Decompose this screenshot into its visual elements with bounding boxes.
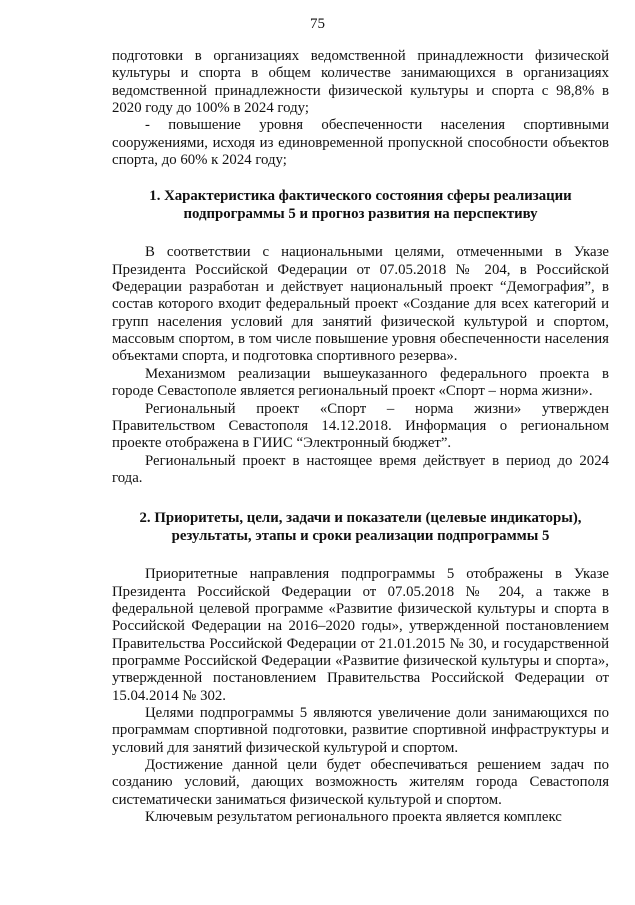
- body-paragraph: В соответствии с национальными целями, отмеченными в Указе Президента Российской Федерации от 07.05.2018 № 204, в Российской Федерации разработан и действует национальный проект “Демография”, в состав которого входит федеральный проект «Создание для всех категорий и групп населения условий для занятий физической культурой и спортом, массовым спортом, в том числе повышение уровня обеспеченности населения объектами спорта, и подготовка спортивного резерва».: [112, 244, 609, 365]
- section-heading: 2. Приоритеты, цели, задачи и показатели (целевые индикаторы), результаты, этапы и сроки реализации подпрограммы 5: [139, 510, 582, 545]
- intro-paragraph: - повышение уровня обеспеченности населения спортивными сооружениями, исходя из единовременной пропускной способности объектов спорта, до 60% к 2024 году;: [112, 117, 609, 169]
- body-paragraph: Региональный проект в настоящее время действует в период до 2024 года.: [112, 452, 609, 486]
- intro-paragraph: подготовки в организациях ведомственной принадлежности физической культуры и спорта в общем количестве занимающихся в организациях ведомственной принадлежности физической культуры и спорта с 98,8% в 2020 году до 100% в 2024 году;: [112, 48, 609, 117]
- page-number: 75: [310, 16, 325, 32]
- body-paragraph: Ключевым результатом регионального проекта является комплекс: [145, 809, 562, 826]
- body-paragraph: Приоритетные направления подпрограммы 5 отображены в Указе Президента Российской Федерации от 07.05.2018 № 204, а также в федеральной целевой программе «Развитие физической культуры и спорта в Российской Федерации на 2016–2020 годы», утвержденной постановлением Правительства Российской Федерации от 21.01.2015 № 30, и государственной программе Российской Федерации «Развитие физической культуры и спорта», утвержденной постановлением Правительства Российской Федерации от 15.04.2014 № 302.: [112, 566, 609, 704]
- section-heading: 1. Характеристика фактического состояния сферы реализации подпрограммы 5 и прогноз развития на перспективу: [149, 188, 572, 223]
- body-paragraph: Региональный проект «Спорт – норма жизни» утвержден Правительством Севастополя 14.12.2018. Информация о региональном проекте отображена в ГИИС “Электронный бюджет”.: [112, 400, 609, 452]
- page-body: [112, 48, 609, 826]
- body-paragraph: Механизмом реализации вышеуказанного федерального проекта в городе Севастополе является региональный проект «Спорт – норма жизни».: [112, 365, 609, 400]
- body-paragraph: Достижение данной цели будет обеспечиваться решением задач по созданию условий, дающих возможность жителям города Севастополя систематически заниматься физической культурой и спортом.: [112, 757, 609, 808]
- body-paragraph: Целями подпрограммы 5 являются увеличение доли занимающихся по программам спортивной подготовки, развитие спортивной инфраструктуры и условий для занятий физической культурой и спортом.: [112, 704, 609, 756]
